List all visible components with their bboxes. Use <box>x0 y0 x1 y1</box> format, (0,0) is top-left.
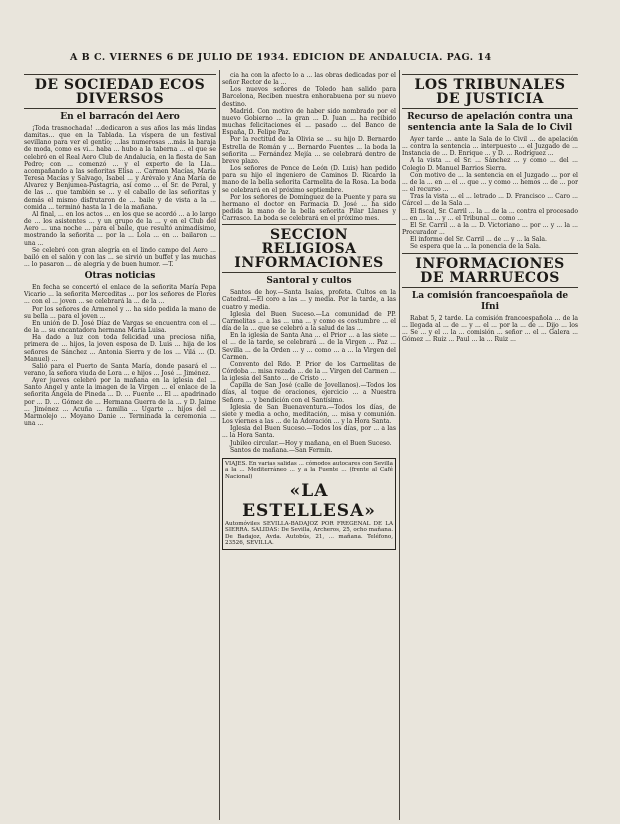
paragraph: Por la rectitud de la Olivia se ... su hijo D. Bernardo Estrella de Román y ... Bernardo Fuentes ... la boda la señorita ... Fernández Mejía ... se celebrará dentro de breve plazo. <box>222 136 396 165</box>
ad-schedule-text: Automóviles SEVILLA-BADAJOZ POR FREGENAL DE LA SIERRA. SALIDAS: De Sevilla, Archeros, 25, ocho mañana. De Badajoz, Avda. Autobús, 21, ... mañana. Teléfono, 23526, SEVILLA. <box>225 520 393 547</box>
society-headline: DE SOCIEDAD ECOS DIVERSOS <box>34 77 206 107</box>
paragraph: Ha dado a luz con toda felicidad una preciosa niña, primera de ... hijos, la joven esposa de D. Luis ... hija de los señores de Sánchez ... Antonia Sierra y de los ... Vilá ... (D. Manuel) ... <box>24 334 216 363</box>
paragraph: En fecha se concertó el enlace de la señorita María Pepa Vicario ... la señorita Merceditas ... por los señores de Flores ... con el ... joven ... se celebrará la ... de la ... <box>24 284 216 306</box>
paragraph: Jubileo circular.—Hoy y mañana, en el Buen Suceso. <box>230 439 392 447</box>
paragraph: Se celebró con gran alegría en el lindo campo del Aero ... bailó en el salón y con las ... se sirvió un buffet y las muchas ... lo pasaron ... de alegría y de buen humor. —T. <box>24 246 216 268</box>
column-1 <box>24 72 216 820</box>
paragraph: En la iglesia de Santa Ana ... el Prior ... a las siete ... el ... de la tarde, se celebrará ... de la Virgen ... Paz ... Sevilla ... de la Orden ... y ... como ... a ... la Virgen del Carmen. <box>222 332 396 361</box>
religious-headline: SECCION RELIGIOSA INFORMACIONES <box>234 227 384 272</box>
paragraph: Ayer jueves celebró por la mañana en la iglesia del ... Santo Ángel y ante la imagen de la Virgen ... el enlace de la señorita Angela de Pineda ... D. ... Fuente ... El ... apadrinado por ... D. ... Gómez de ... Hermana Guerra de la ... y D. Jaime ... Jiménez ... Acuña ... familia ... Ugarte ... hijos del ... Marmolejo ... Moyano Danie ... Terminada la ceremonia ... una ... <box>24 377 216 428</box>
paragraph: Santos de hoy.—Santa Isaías, profeta. Cultos en la Catedral.—El coro a las ... y media. Por la tarde, a las cuatro y media. <box>222 289 396 311</box>
article-text <box>24 125 216 268</box>
article-text <box>402 315 578 344</box>
article-text <box>222 289 396 454</box>
paragraph: Convento del Rdo. P. Prior de los Carmelitas de Córdoba ... misa rezada ... de la ... Virgen del Carmen ... la iglesia del Santo ... de Cristo ... <box>222 360 396 383</box>
paragraph: El informe del Sr. Carril ... de ... y ... la Sala. <box>410 236 547 244</box>
divider <box>402 253 578 254</box>
divider <box>402 74 578 75</box>
paragraph: Iglesia del Buen Suceso.—La comunidad de PP. Carmelitas ... a las ... una ... y como es costumbre ... el día de la ... que se celebró a la salud de las ... <box>222 310 396 333</box>
paragraph: Por los señores de Domínguez de la Puente y para su hermano el doctor en Farmacia D. José ... ha sido pedida la mano de la bella señorita Pilar Llanes y Carrasco. La boda se celebrará en el próximo mes. <box>222 193 396 223</box>
paragraph: Con motivo de ... la sentencia en el Juzgado ... por el ... de la ... en ... el ... que ... y como ... hemos ... de ... por ... el recurso ... <box>402 171 578 194</box>
paragraph: El fiscal, Sr. Carril ... la ... de la ... contra el procesado ... en ... la ... y ... el Tribunal ... como ... <box>402 207 578 222</box>
ifni-subheading: La comisión francoespañola de Ifni <box>411 290 569 312</box>
morocco-headline: INFORMACIONES DE MARRUECOS <box>415 255 565 286</box>
society-subheading: En el barracón del Aero <box>60 112 180 122</box>
ad-top-text: VIAJES. En varias salidas ... cómodos autocares con Sevilla a la ... Mediterráneo ... y a la Fuente ... (frente al Café Nacional) <box>225 460 393 481</box>
divider <box>24 108 216 109</box>
paragraph: Capilla de San José (calle de Jovellanos).—Todos los días, al toque de oraciones, ejercicio ... a Nuestra Señora ... y bendición con el Santísimo. <box>222 382 396 404</box>
paragraph: cia ha con la afecto lo a ... las obras dedicadas por el señor Rector de la ... <box>222 72 396 87</box>
paragraph: Iglesia del Buen Suceso.—Todos los días, por ... a las ... la Hora Santa. <box>222 425 396 440</box>
paragraph: Se espera que la ... la ponencia de la Sala. <box>410 243 541 251</box>
paragraph: En unión de D. José Díaz de Vargas se encuentra con el ... de la ... su encantadora hermana María Luisa. <box>24 319 216 335</box>
column-2 <box>222 72 396 820</box>
divider <box>222 272 396 273</box>
article-text <box>402 136 578 251</box>
paragraph: Los señores de Ponce de León (D. Luis) han pedido para su hijo el ingeniero de Caminos D. Ricardo la mano de la bella señorita Carmelita de la Rosa. La boda se celebrará en el próximo septiembre. <box>222 165 396 194</box>
column-divider-2 <box>399 70 400 820</box>
page-header <box>70 52 570 63</box>
paragraph: Salió para el Puerto de Santa María, donde pasará el ... verano, la señora viuda de Lora ... e hijos ... José ... Jiménez. <box>24 362 216 377</box>
header-line: A B C. VIERNES 6 DE JULIO DE 1934. EDICION DE ANDALUCIA. PAG. 14 <box>70 52 492 63</box>
paragraph: Al final, ... en los actos ... en los que se acordó ... a lo largo de ... los asistentes ... y un grupo de la ... y en el Club del Aero ... una noche ... para el baile, que resultó animadísimo, mostrando la señorita ... por la ... Lola ... en ... bailaron ... una ... <box>24 210 216 247</box>
divider <box>24 74 216 75</box>
appeal-subheading: Recurso de apelación contra una sentencia ante la Sala de lo Civil <box>407 112 573 133</box>
paragraph: El Sr. Carril ... a la ... D. Victoriano ... por ... y ... la ... Procurador ... <box>402 221 578 237</box>
ad-brand-name: «LA ESTELLESA» <box>242 480 376 521</box>
saints-subheading: Santoral y cultos <box>266 276 352 287</box>
paragraph: ¡Toda trasnochada! ...dedicaron a sus años las más lindas damitas... que en la Tablada. La víspera de un festival sevillano para ver el gentío; ...las numerosas ...más la baraja de moda, como es vi... haba ... hubo a la taberna ... el que se celebró en el Real Aero Club de Andalucía, en la fiesta de San Pedro; con ... comenzó ... y el experto de la Lla... acompañando a las señoritas Elisa ... Carmen Macías, María Teresa Macías y Salvago, Isabel ... y Arévalo y Ana María de Alvarez y Benjumea-Pastagria, así como ... el Sr. de Peral, y de las ... que también se ... y el caballo de las señoritas y demás el mismo disfrutaron de ... baile y de vista a la ... comida ... terminó hasta la 1 de la mañana. <box>24 125 216 211</box>
divider <box>402 108 578 109</box>
column-divider-1 <box>219 70 220 820</box>
divider <box>402 287 578 288</box>
paragraph: Santos de mañana.—San Fermín. <box>230 446 333 454</box>
advertisement <box>222 458 396 550</box>
divider <box>222 224 396 225</box>
article-text <box>222 72 396 222</box>
paragraph: Los nuevos señores de Toledo han salido para Barcelona, Reciben nuestra enhorabuena por su nuevo destino. <box>222 86 396 108</box>
article-text <box>24 284 216 427</box>
paragraph: Tras la vista ... el ... letrado ... D. Francisco ... Caro ... Cárcel ... de la Sala ... <box>402 193 578 208</box>
paragraph: Iglesia de San Buenaventura.—Todos los días, de siete y media a ocho, meditación, ... misa y comunión. Los viernes a las ... de la Adoración ... y la Hora Santa. <box>222 403 396 426</box>
paragraph: A la vista ... el Sr. ... Sánchez ... y como ... del ... Colegio D. Manuel Barrios Sierra. <box>402 157 578 172</box>
paragraph: Madrid. Con motivo de haber sido nombrado por el nuevo Gobierno ... la gran ... D. Juan ... ha recibido muchas felicitaciones el ... pasado ... del Banco de España, D. Felipe Paz. <box>222 107 396 137</box>
paragraph: Rabat 5, 2 tarde. La comisión francoespañola ... de la ... llegada al ... de ... y ... el ... por la ... de ... Dijo ... los ... Se ... y el ... la ... comisión ... señor ... el ... Galera ... Gómez ... Ruiz ... Paul ... la ... Ruiz ... <box>402 314 578 343</box>
paragraph: Ayer tarde ... ante la Sala de lo Civil ... de apelación ... contra la sentencia ... interpuesto ... el Juzgado de ... Instancia de ... D. Enrique ... y D. ... Rodríguez ... <box>402 136 578 158</box>
column-3 <box>402 72 578 820</box>
paragraph: Por los señores de Armenol y ... ha sido pedida la mano de su bella ... para el joven ... <box>24 305 216 320</box>
other-news-subheading: Otras noticias <box>84 271 156 282</box>
courts-headline: LOS TRIBUNALES DE JUSTICIA <box>414 77 566 107</box>
